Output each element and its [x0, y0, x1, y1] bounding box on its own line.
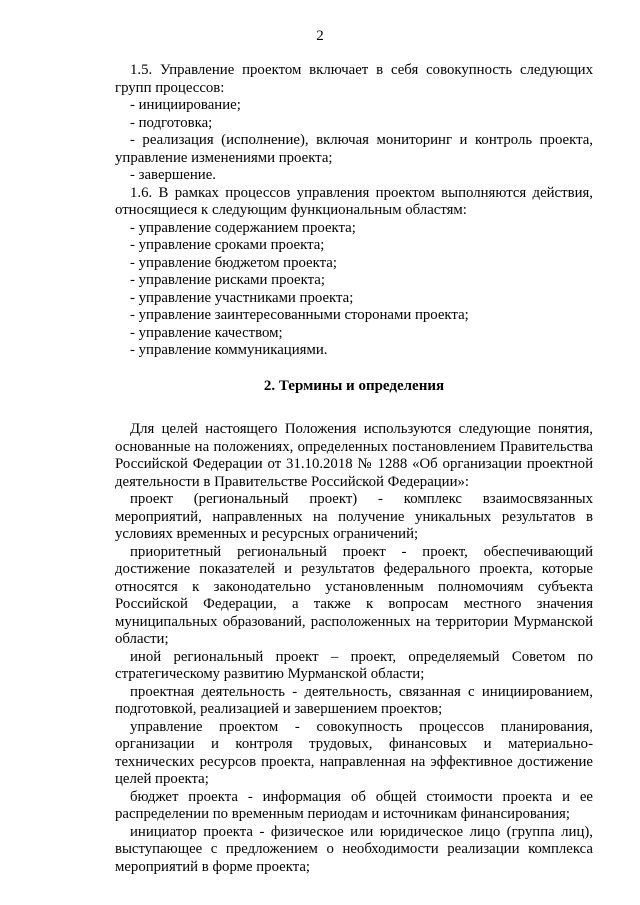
area-item: - управление рисками проекта;	[130, 272, 325, 288]
definition-paragraph: бюджет проекта - информация об общей стоимости проекта и ее распределении по временным периодам и источникам финансирования;	[115, 788, 593, 822]
definition-paragraph: инициатор проекта - физическое или юридическое лицо (группа лиц), выступающее с предложением о необходимости реализации комплекса мероприятий в форме проекта;	[115, 823, 593, 875]
definition-paragraph: управление проектом - совокупность процессов планирования, организации и контроля трудовых, финансовых и материально-технических ресурсов проекта, направленная на эффективное достижение целей проекта;	[115, 718, 593, 787]
page-number: 2	[316, 28, 324, 44]
process-item: - завершение.	[130, 167, 216, 183]
area-item: - управление участниками проекта;	[130, 289, 354, 306]
process-item: - инициирование;	[130, 97, 241, 113]
process-item: - подготовка;	[130, 114, 213, 131]
area-item: - управление бюджетом проекта;	[130, 254, 337, 271]
definition-paragraph: проект (региональный проект) - комплекс взаимосвязанных мероприятий, направленных на получение уникальных результатов в условиях временных и ресурсных ограничений;	[115, 491, 593, 542]
area-item: - управление сроками проекта;	[130, 237, 325, 253]
process-item: - реализация (исполнение), включая мониторинг и контроль проекта, управление изменениями проекта;	[115, 132, 593, 166]
area-item: - управление качеством;	[130, 324, 283, 341]
area-item: - управление заинтересованными сторонами проекта;	[130, 307, 469, 323]
area-item: - управление содержанием проекта;	[130, 219, 356, 236]
definition-paragraph: иной региональный проект – проект, определяемый Советом по стратегическому развитию Мурманской области;	[115, 648, 593, 682]
definition-paragraph: проектная деятельность - деятельность, связанная с инициированием, подготовкой, реализацией и завершением проектов;	[115, 683, 593, 717]
document-body	[115, 62, 593, 876]
section-heading: 2. Термины и определения	[263, 377, 445, 394]
area-item: - управление коммуникациями.	[130, 342, 328, 358]
intro-paragraph: Для целей настоящего Положения используются следующие понятия, основанные на положениях, определенных постановлением Правительства Российской Федерации от 31.10.2018 № 1288 «Об организации проектной деятельности в Правительстве Российской Федерации»:	[115, 421, 593, 490]
paragraph-1-5: 1.5. Управление проектом включает в себя совокупность следующих групп процессов:	[115, 62, 593, 96]
paragraph-1-6: 1.6. В рамках процессов управления проектом выполняются действия, относящиеся к следующим функциональным областям:	[115, 184, 593, 218]
definition-paragraph: приоритетный региональный проект - проект, обеспечивающий достижение показателей и результатов федерального проекта, которые относятся к законодательно установленным полномочиям субъекта Российской Федерации, а также к вопросам местного значения муниципальных образований, расположенных на территории Мурманской области;	[115, 543, 593, 647]
